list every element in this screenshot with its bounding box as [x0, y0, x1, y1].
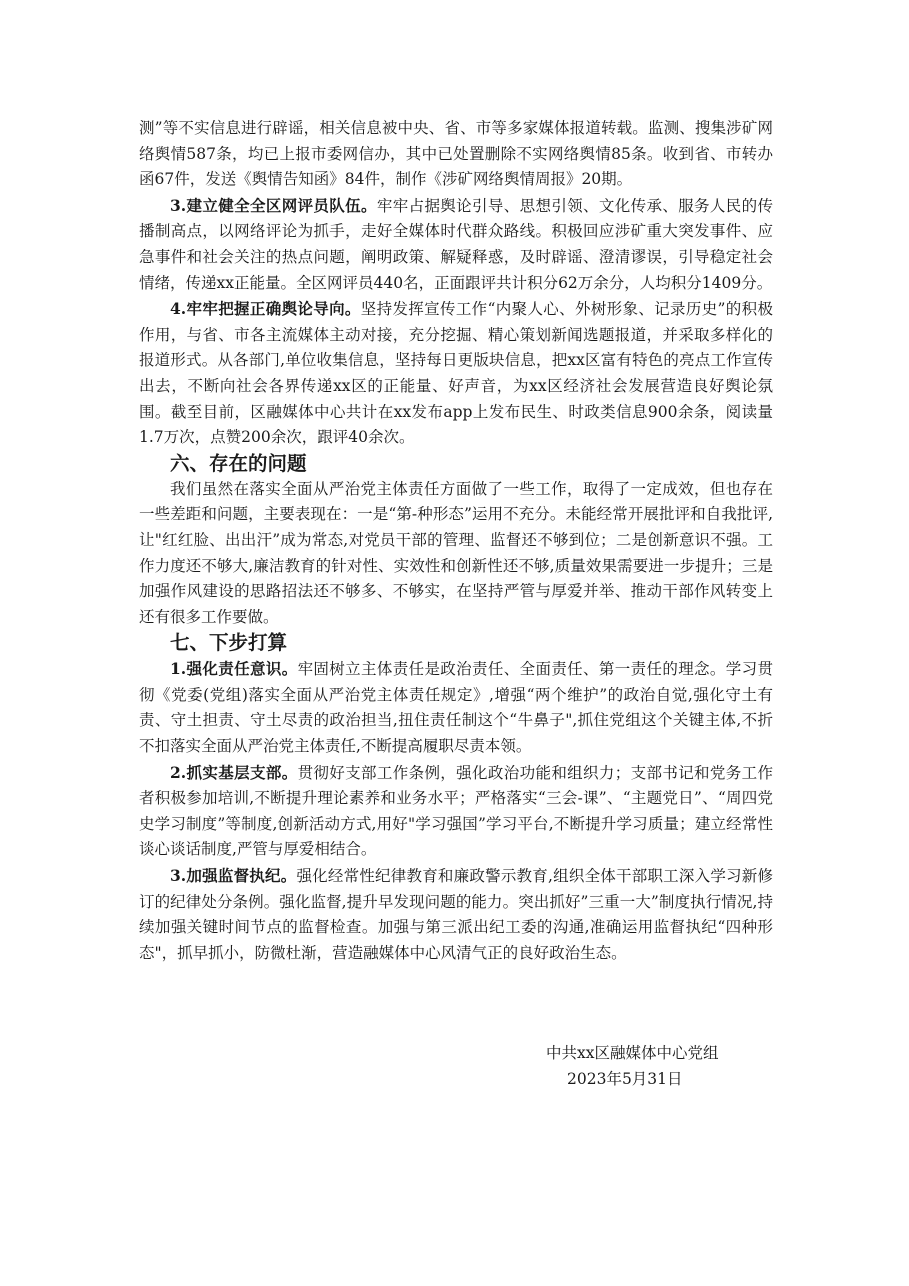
- section-7-item-1-body: 牢固树立主体责任是政治责任、全面责任、第一责任的理念。学习贯彻《党委(党组)落实全面从严治党主体责任规定》,增强“两个维护”的政治自觉,强化守土有责、守土担责、守土尽责的政治担当,扭住责任制这个“牛鼻子",抓住党组这个关键主体,不折不扣落实全面从严治党主体责任,不断提高履职尽责本领。: [139, 660, 773, 756]
- item-3-body: 牢牢占据舆论引导、思想引领、文化传承、服务人民的传播制高点，以网络评论为抓手，走好全媒体时代群众路线。积极回应涉矿重大突发事件、应急事件和社会关注的热点问题，阐明政策、解疑释惑，及时辟谣、澄清谬误，引导稳定社会情绪，传递xx正能量。全区网评员440名，正面跟评共计积分62万余分，人均积分1409分。: [139, 196, 773, 292]
- signature-organization: 中共xx区融媒体中心党组: [546, 1044, 719, 1062]
- section-7-item-3-body: 强化经常性纪律教育和廉政警示教育,组织全体干部职工深入学习新修订的纪律处分条例。强化监督,提升早发现问题的能力。突出抓好”三重一大”制度执行情况,持续加强关键时间节点的监督检查。加强与第三派出纪工委的沟通,准确运用监督执纪“四种形态"，抓早抓小，防微杜渐，营造融媒体中心风清气正的良好政治生态。: [139, 867, 773, 962]
- section-7-item-3-lead: 3.加强监督执纪。: [170, 866, 297, 886]
- paragraph-item-3: [139, 193, 773, 296]
- section-6-body: 我们虽然在落实全面从严治党主体责任方面做了一些工作，取得了一定成效，但也存在一些差距和问题，主要表现在：一是“第-种形态”运用不充分。未能经常开展批评和自我批评,让"红红脸、出出汗”成为常态,对党员干部的管理、监督还不够到位；二是创新意识不强。工作力度还不够大,廉洁教育的针对性、实效性和创新性还不够,质量效果需要进一步提升；三是加强作风建设的思路招法还不够多、不够实，在坚持严管与厚爱并举、推动干部作风转变上还有很多工作要做。: [139, 479, 773, 626]
- signature-date: 2023年5月31日: [567, 1069, 683, 1088]
- section-6-heading: 六、存在的问题: [170, 451, 307, 475]
- section-7-item-1-lead: 1.强化责任意识。: [170, 659, 298, 679]
- paragraph-continued: 测”等不实信息进行辟谣，相关信息被中央、省、市等多家媒体报道转载。监测、搜集涉矿网络舆情587条，均已上报市委网信办，其中已处置删除不实网络舆情85条。收到省、市转办函67件，发送《舆情告知函》84件，制作《涉矿网络舆情周报》20期。: [139, 119, 773, 189]
- signature-block: [520, 1041, 780, 1092]
- section-7-item-1: [139, 656, 773, 759]
- document-body: [139, 116, 773, 966]
- section-7-item-2: [139, 760, 773, 863]
- item-4-body: 坚持发挥宣传工作“内聚人心、外树形象、记录历史”的积极作用，与省、市各主流媒体主动对接，充分挖掘、精心策划新闻选题报道，并采取多样化的报道形式。从各部门,单位收集信息，坚持每日更版块信息，把xx区富有特色的亮点工作宣传出去，不断向社会各界传递xx区的正能量、好声音，为xx区经济社会发展营造良好舆论氛围。截至目前，区融媒体中心共计在xx发布app上发布民生、时政类信息900余条，阅读量1.7万次，点赞200余次，跟评40余次。: [139, 300, 773, 447]
- item-3-lead: 3.建立健全全区网评员队伍。: [170, 195, 377, 215]
- item-4-lead: 4.牢牢把握正确舆论导向。: [170, 299, 361, 319]
- section-7-item-2-body: 贯彻好支部工作条例，强化政治功能和组织力；支部书记和党务工作者积极参加培训,不断提升理论素养和业务水平；严格落实“三会-课”、“主题党日”、“周四党史学习制度”等制度,创新活动方式,用好"学习强国”学习平台,不断提升学习质量；建立经常性谈心谈话制度,严管与厚爱相结合。: [139, 763, 773, 859]
- section-7-heading: 七、下步打算: [170, 631, 288, 655]
- section-7-item-3: [139, 863, 773, 966]
- paragraph-item-4: [139, 296, 773, 451]
- section-7-item-2-lead: 2.抓实基层支部。: [170, 762, 298, 782]
